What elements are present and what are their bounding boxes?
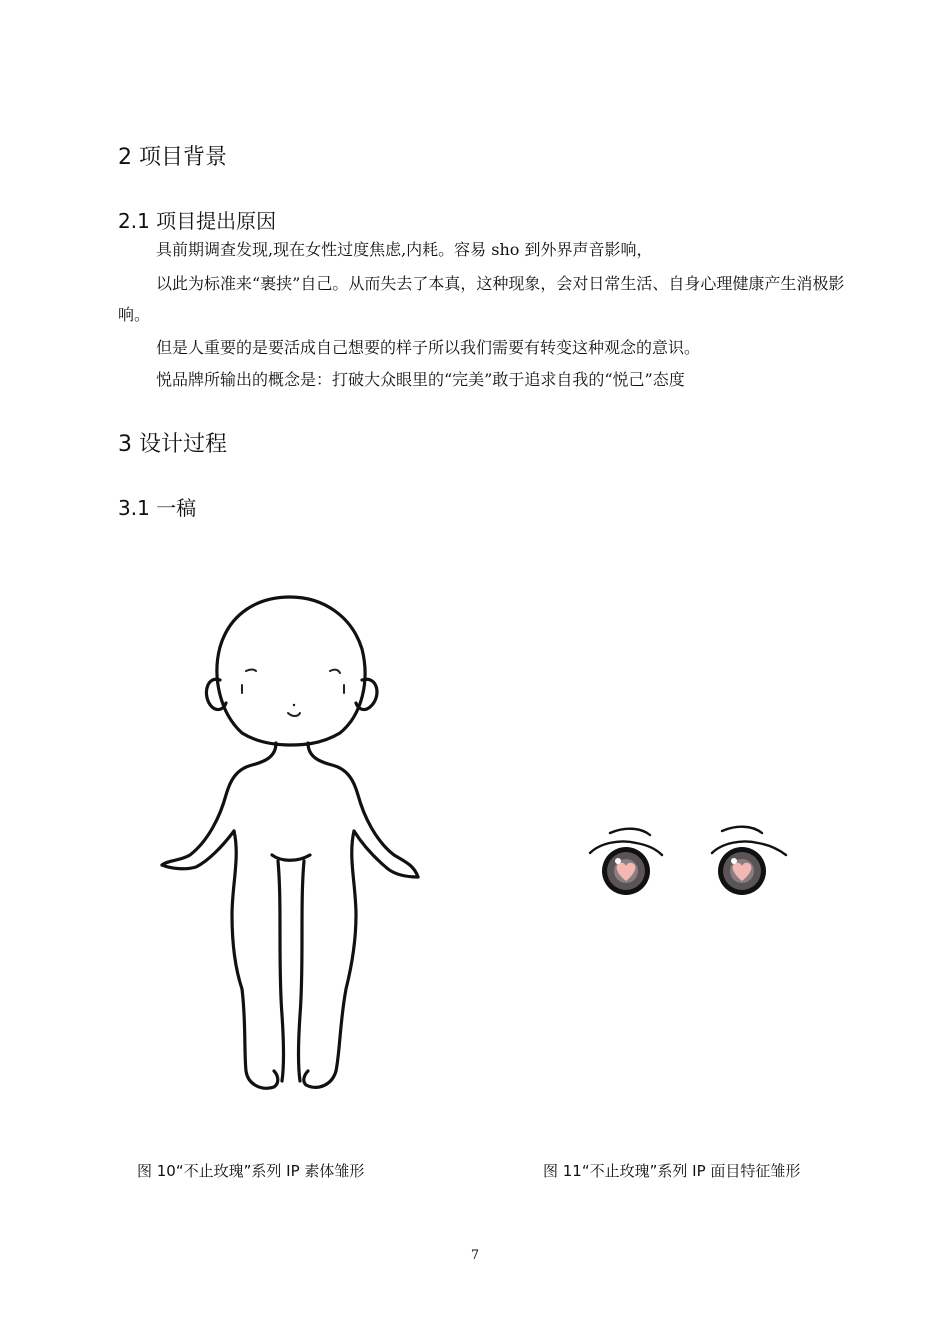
paragraph-1: 具前期调查发现,现在女性过度焦虑,内耗。容易 sho 到外界声音影响， [156,240,653,259]
paragraph-2: 以此为标准来“裹挟”自己。从而失去了本真，这种现象，会对日常生活、自身心理健康产生消极影响。 [118,274,845,324]
chibi-eyes-figure [580,815,800,905]
section-heading: 2 项目背景 [118,145,227,170]
subsection-heading-2: 3.1 一稿 [118,496,197,520]
figure-caption-left: 图 10“不止玫瑰”系列 IP 素体雏形 [137,1162,365,1180]
chibi-body-figure [150,585,430,1100]
section-heading-2: 3 设计过程 [118,432,227,457]
paragraph-4: 悦品牌所输出的概念是：打破大众眼里的“完美”敢于追求自我的“悦己”态度 [156,370,685,389]
paragraph-3: 但是人重要的是要活成自己想要的样子所以我们需要有转变这种观念的意识。 [156,338,701,357]
page-number: 7 [470,1248,480,1263]
left-eye-icon [602,847,650,895]
figure-caption-right: 图 11“不止玫瑰”系列 IP 面目特征雏形 [543,1162,801,1180]
right-eye-icon [718,847,766,895]
subsection-heading: 2.1 项目提出原因 [118,209,277,233]
